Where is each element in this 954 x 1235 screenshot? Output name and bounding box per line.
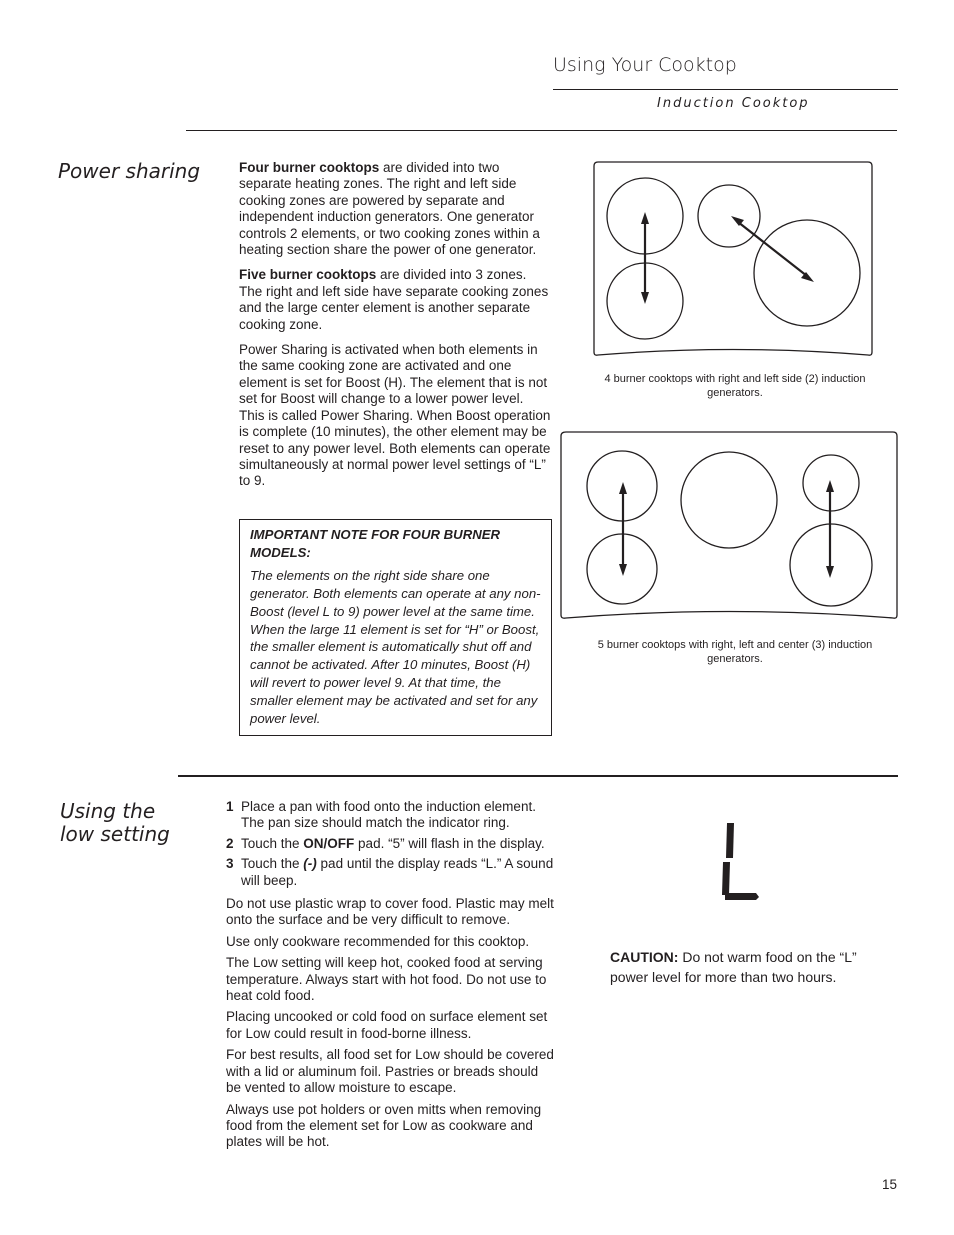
step-number: 1 (226, 799, 234, 814)
low-paragraph: Always use pot holders or oven mitts when removing food from the element set for Low as cookware and plates will be hot. (226, 1101, 542, 1150)
low-paragraph: Do not use plastic wrap to cover food. Plastic may melt onto the surface and be very difficult to remove. (226, 896, 554, 928)
low-setting-heading-line2: low setting (60, 822, 170, 846)
page-header-subtitle: Induction Cooktop (657, 96, 810, 111)
note-heading: IMPORTANT NOTE FOR FOUR BURNER MODELS: (250, 527, 501, 560)
five-burner-label: Five burner cooktops (239, 267, 377, 283)
caution-body: Do not warm food on the “L” power level for more than two hours. (610, 949, 857, 985)
power-sharing-paragraph: Power Sharing is activated when both elements in the same cooking zone are activated and one element is set for Boost (H). The element that is not set for Boost will change to a lower power level. This is called Power Sharing. When Boost operation is complete (10 minutes), the other element may be reset to any power level. Both elements can operate simultaneously at normal power level settings of “L” to 9. (239, 342, 551, 489)
step-text-post: pad. “5” will flash in the display. (354, 835, 545, 851)
page-header-title: Using Your Cooktop (553, 54, 737, 76)
step-number: 2 (226, 835, 234, 851)
low-paragraph: The Low setting will keep hot, cooked food at serving temperature. Always start with hot food. Do not use to heat cold food. (226, 955, 547, 1004)
five-burner-caption: 5 burner cooktops with right, left and center (3) induction generators. (597, 639, 873, 665)
step-text: Place a pan with food onto the induction element. The pan size should match the indicator ring. (241, 799, 536, 831)
power-sharing-heading: Power sharing (58, 159, 201, 183)
step-text-pre: Touch the (241, 835, 304, 851)
four-burner-caption: 4 burner cooktops with right and left side (2) induction generators. (604, 373, 866, 399)
caution-text (610, 948, 890, 987)
note-body: The elements on the right side share one generator. Both elements can operate at any non-Boost (level L to 9) power level at the same time. When the large 11 element is set for “H” or Boost, the smaller element is automatically shut off and cannot be activated. After 10 minutes, Boost (H) will revert to power level 9. At that time, the smaller element may be activated and set for any power level. (250, 567, 541, 727)
caution-label: CAUTION: (610, 949, 679, 965)
four-burner-text: are divided into two separate heating zones. The right and left side cooking zones are powered by separate and independent induction generators. One generator controls 2 elements, or two cooking zones within a heating section share the power of one generator. (239, 160, 540, 258)
five-burner-text: are divided into 3 zones. The right and left side have separate cooking zones and the large center element is another separate cooking zone. (239, 267, 549, 332)
on-off-pad-label: ON/OFF (303, 835, 355, 851)
step-text-pre: Touch the (241, 856, 304, 872)
minus-pad-label: (-) (303, 856, 317, 872)
four-burner-label: Four burner cooktops (239, 160, 380, 175)
low-paragraph: Use only cookware recommended for this cooktop. (226, 933, 530, 949)
low-setting-heading-line1: Using the (60, 799, 156, 823)
page-number: 15 (882, 1177, 898, 1192)
step-text-post: pad until the display reads “L.” A sound will beep. (241, 856, 554, 888)
low-paragraph: Placing uncooked or cold food on surface element set for Low could result in food-borne illness. (226, 1009, 548, 1041)
step-number: 3 (226, 856, 234, 872)
low-paragraph: For best results, all food set for Low should be covered with a lid or aluminum foil. Pastries or breads should be vented to allow moisture to escape. (226, 1047, 554, 1096)
